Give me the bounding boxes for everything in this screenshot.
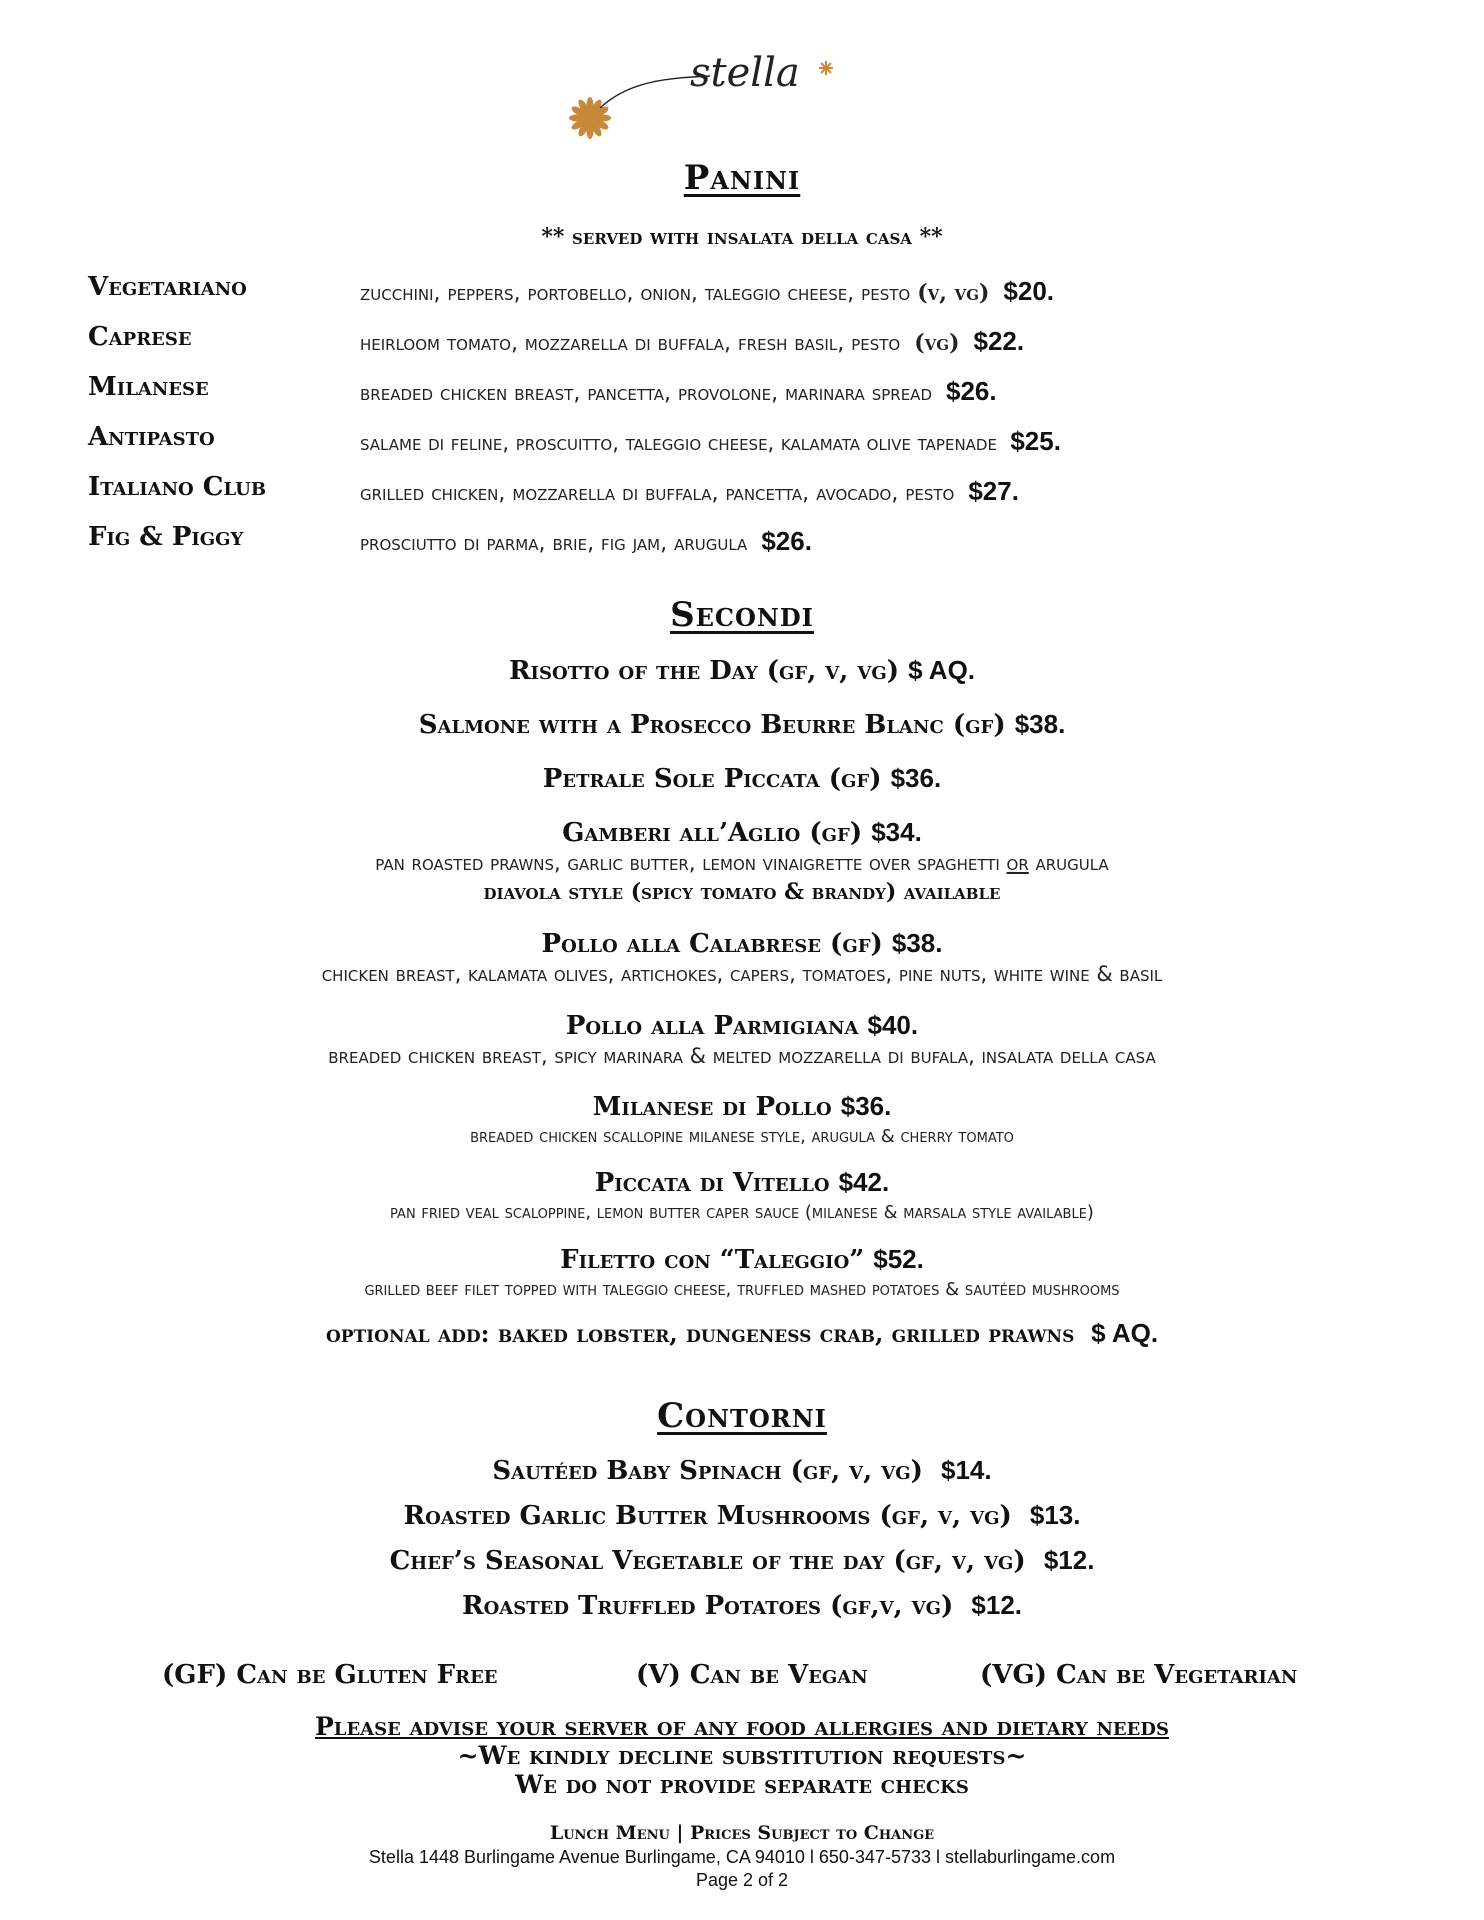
contorni-heading: Contorni <box>657 1396 827 1436</box>
dish-gamberi <box>0 817 1484 848</box>
diet-tags: (vg) <box>914 330 960 356</box>
optional-add-text: optional add: baked lobster, dungeness crab, grilled prawns <box>325 1319 1075 1348</box>
panini-item <box>0 272 1484 308</box>
price: $27. <box>968 476 1019 506</box>
panini-desc <box>360 476 1019 507</box>
price: $13. <box>1029 1500 1081 1530</box>
dish-petrale <box>0 763 1484 794</box>
dish-name: Risotto of the Day <box>508 656 758 686</box>
panini-heading: Panini <box>683 158 801 198</box>
diet-tags: (gf, v, vg) <box>879 1501 1012 1531</box>
allergy-notice: Please advise your server of any food allergies and dietary needs <box>315 1712 1169 1741</box>
panini-served-note: ** served with insalata della casa ** <box>541 224 943 250</box>
dish-name: Sautéed Baby Spinach <box>492 1456 782 1486</box>
legend-vegan: (V) Can be Vegan <box>636 1660 868 1690</box>
panini-name: Fig & Piggy <box>88 522 244 552</box>
dish-calabrese <box>0 928 1484 959</box>
contorni-item <box>0 1545 1484 1576</box>
dish-name: Milanese di Pollo <box>592 1092 832 1122</box>
panini-desc <box>360 426 1061 457</box>
dish-milanese-pollo <box>0 1091 1484 1122</box>
price: $12. <box>1043 1545 1095 1575</box>
panini-desc <box>360 376 997 407</box>
diet-tags: (gf, v, vg) <box>790 1456 923 1486</box>
contorni-item <box>0 1500 1484 1531</box>
price: $34. <box>871 817 922 847</box>
dish-name: Pollo alla Parmigiana <box>565 1011 859 1041</box>
footer-page-number: Page 2 of 2 <box>695 1870 789 1890</box>
stella-logo <box>560 40 860 150</box>
dish-name: Roasted Truffled Potatoes <box>461 1591 822 1621</box>
panini-item <box>0 522 1484 558</box>
panini-name: Italiano Club <box>88 472 267 502</box>
diet-tags: (gf) <box>828 764 882 794</box>
price: $40. <box>867 1010 919 1040</box>
dish-name: Piccata di Vitello <box>594 1168 830 1198</box>
diet-tags: (gf) <box>830 929 883 959</box>
price: $36. <box>890 763 942 793</box>
diet-tags: (gf) <box>809 818 863 848</box>
diet-tags: (gf) <box>952 710 1006 740</box>
separate-checks-notice: We do not provide separate checks <box>515 1770 969 1799</box>
dish-parmigiana-desc: breaded chicken breast, spicy marinara & melted mozzarella di bufala, insalata della casa <box>328 1044 1156 1068</box>
secondi-heading: Secondi <box>670 595 814 635</box>
dish-name: Salmone with a Prosecco Beurre Blanc <box>418 710 944 740</box>
price: $22. <box>973 326 1025 356</box>
legend-vegetarian: (VG) Can be Vegetarian <box>980 1660 1298 1690</box>
panini-name: Antipasto <box>88 422 215 452</box>
diet-tags: (gf, v, vg) <box>766 656 900 686</box>
panini-desc-text: prosciutto di parma, brie, fig jam, arugula <box>360 531 748 556</box>
contorni-item <box>0 1455 1484 1486</box>
price: $38. <box>891 928 943 958</box>
price: $ AQ. <box>908 655 976 685</box>
contorni-item <box>0 1590 1484 1621</box>
dish-desc: pan roasted prawns, garlic butter, lemon vinaigrette over spaghetti <box>375 851 1000 875</box>
panini-name: Caprese <box>88 322 192 352</box>
svg-text:stella: stella <box>690 50 800 96</box>
dish-gamberi-desc2: diavola style (spicy tomato & brandy) available <box>483 879 1001 905</box>
optional-add <box>0 1318 1484 1349</box>
price: $20. <box>1003 276 1055 306</box>
dish-filetto-desc: grilled beef filet topped with taleggio cheese, truffled mashed potatoes & sautéed mushrooms <box>364 1279 1120 1300</box>
dish-name: Filetto con “Taleggio” <box>560 1245 865 1275</box>
dish-name: Roasted Garlic Butter Mushrooms <box>403 1501 871 1531</box>
dish-gamberi-desc <box>0 851 1484 875</box>
panini-desc <box>360 276 1054 307</box>
footer-address: Stella 1448 Burlingame Avenue Burlingame, CA 94010 l 650-347-5733 l stellaburlingame.com <box>368 1847 1116 1867</box>
dish-risotto <box>0 655 1484 686</box>
panini-name: Vegetariano <box>88 272 247 302</box>
price: $14. <box>941 1455 992 1485</box>
dish-calabrese-desc: chicken breast, kalamata olives, artichokes, capers, tomatoes, pine nuts, white wine & basil <box>321 962 1163 986</box>
price: $38. <box>1014 709 1066 739</box>
panini-desc-text: heirloom tomato, mozzarella di buffala, fresh basil, pesto <box>360 331 901 356</box>
panini-item <box>0 472 1484 508</box>
panini-item <box>0 322 1484 358</box>
panini-desc <box>360 526 812 557</box>
panini-desc-text: zucchini, peppers, portobello, onion, taleggio cheese, pesto <box>360 281 911 306</box>
dish-name: Pollo alla Calabrese <box>541 929 821 959</box>
panini-item <box>0 422 1484 458</box>
stella-logo-graphic <box>560 40 860 150</box>
dish-desc: arugula <box>1035 851 1109 875</box>
dish-parmigiana <box>0 1010 1484 1041</box>
panini-item <box>0 372 1484 408</box>
dish-name: Chef’s Seasonal Vegetable of the day <box>389 1546 885 1576</box>
dish-name: Gamberi all’Aglio <box>562 818 801 848</box>
dish-piccata-vitello-desc: pan fried veal scaloppine, lemon butter caper sauce (milanese & marsala style available) <box>390 1202 1094 1223</box>
dish-milanese-pollo-desc: breaded chicken scallopine milanese style, arugula & cherry tomato <box>470 1126 1014 1147</box>
diet-tags: (v, vg) <box>917 280 990 306</box>
panini-desc-text: grilled chicken, mozzarella di buffala, pancetta, avocado, pesto <box>360 481 955 506</box>
dish-desc-or: or <box>1006 851 1029 875</box>
substitution-notice: ~We kindly decline substitution requests~ <box>457 1741 1027 1770</box>
diet-tags: (gf, v, vg) <box>893 1546 1026 1576</box>
footer-menu-line: Lunch Menu | Prices Subject to Change <box>549 1822 935 1844</box>
price: $36. <box>840 1091 892 1121</box>
legend-gluten-free: (GF) Can be Gluten Free <box>162 1660 498 1690</box>
panini-name: Milanese <box>88 372 209 402</box>
panini-desc-text: salame di feline, proscuitto, taleggio cheese, kalamata olive tapenade <box>360 431 997 455</box>
panini-desc-text: breaded chicken breast, pancetta, provolone, marinara spread <box>360 381 932 406</box>
price: $26. <box>946 376 997 406</box>
price: $26. <box>761 526 812 556</box>
dish-piccata-vitello <box>0 1167 1484 1198</box>
price: $12. <box>971 1590 1023 1620</box>
price: $25. <box>1010 426 1061 456</box>
dish-name: Petrale Sole Piccata <box>542 764 820 794</box>
diet-tags: (gf,v, vg) <box>830 1591 954 1621</box>
dish-filetto <box>0 1244 1484 1275</box>
price: $52. <box>873 1244 924 1274</box>
panini-desc <box>360 326 1024 357</box>
price: $ AQ. <box>1091 1318 1159 1348</box>
price: $42. <box>838 1167 890 1197</box>
dish-salmone <box>0 709 1484 740</box>
